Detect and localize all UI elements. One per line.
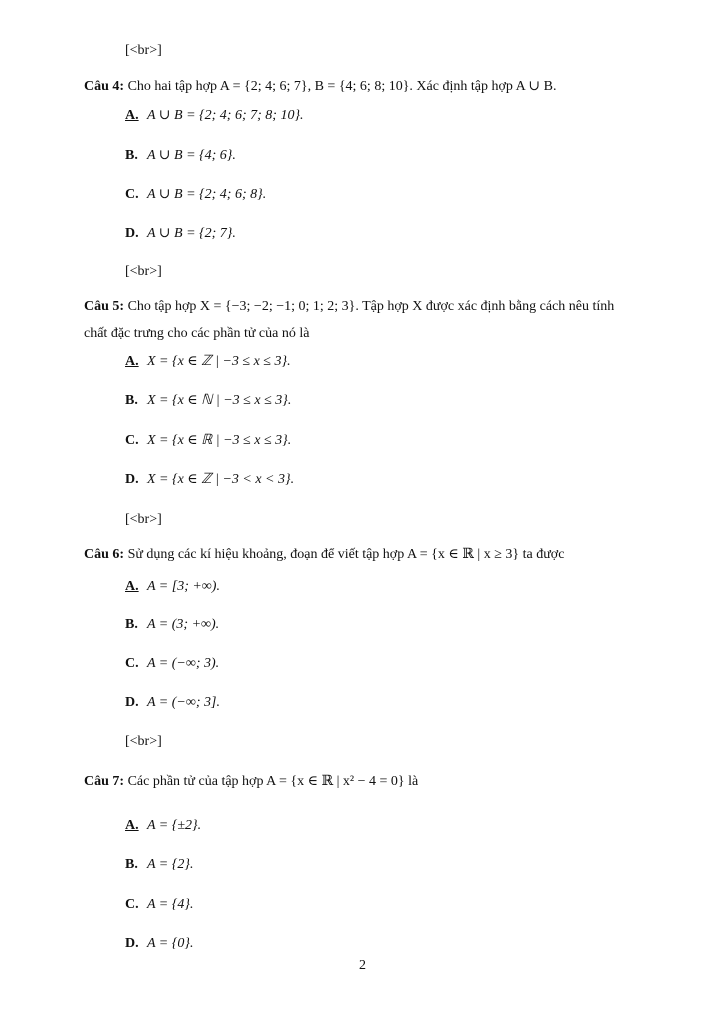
question-text: Sử dụng các kí hiệu khoảng, đoạn để viết tập hợp A = {x ∈ ℝ | x ≥ 3} ta được [124, 547, 565, 562]
option-text: A = {±2}. [147, 818, 202, 833]
question-text: Cho hai tập hợp A = {2; 4; 6; 7}, B = {4; 6; 8; 10}. Xác định tập hợp A ∪ B. [124, 79, 557, 94]
option-letter: D. [125, 936, 139, 951]
question-7-option-a [125, 817, 201, 835]
option-text: A = {2}. [147, 857, 194, 872]
question-label: Câu 7: [84, 774, 125, 789]
option-text: X = {x ∈ ℝ | −3 ≤ x ≤ 3}. [147, 433, 292, 448]
question-5-option-d [125, 471, 294, 489]
question-7-option-d [125, 935, 193, 953]
option-text: A = (−∞; 3]. [147, 695, 220, 710]
option-text: A = {4}. [147, 897, 194, 912]
question-5-option-b [125, 392, 291, 410]
question-6-option-a [125, 578, 220, 596]
option-text: A ∪ B = {2; 4; 6; 7; 8; 10}. [147, 108, 304, 123]
option-text: A ∪ B = {2; 7}. [147, 226, 236, 241]
option-letter: C. [125, 433, 139, 448]
question-4-stem [84, 78, 557, 96]
option-letter: B. [125, 393, 138, 408]
option-letter: C. [125, 897, 139, 912]
option-text: X = {x ∈ ℤ | −3 ≤ x ≤ 3}. [147, 354, 291, 369]
option-letter: B. [125, 148, 138, 163]
question-text: Các phần tử của tập hợp A = {x ∈ ℝ | x² − 4 = 0} là [124, 774, 419, 789]
option-letter: A. [125, 354, 139, 369]
question-label: Câu 5: [84, 299, 125, 314]
separator: [<br>] [125, 512, 162, 527]
option-text: X = {x ∈ ℕ | −3 ≤ x ≤ 3}. [147, 393, 292, 408]
option-letter: A. [125, 818, 139, 833]
question-5-stem [84, 298, 614, 316]
question-text: Cho tập hợp X = {−3; −2; −1; 0; 1; 2; 3}. Tập hợp X được xác định bằng cách nêu tính [124, 299, 615, 314]
question-4-option-d [125, 225, 236, 243]
option-letter: C. [125, 187, 139, 202]
option-letter: A. [125, 579, 139, 594]
question-4-option-b [125, 147, 236, 165]
option-letter: A. [125, 108, 139, 123]
question-7-stem [84, 773, 418, 791]
option-text: A = (−∞; 3). [147, 656, 220, 671]
question-label: Câu 6: [84, 547, 125, 562]
question-5-option-a [125, 353, 291, 371]
question-7-option-c [125, 896, 193, 914]
option-letter: B. [125, 617, 138, 632]
option-letter: C. [125, 656, 139, 671]
question-6-option-c [125, 655, 219, 673]
question-4-option-a [125, 107, 304, 125]
option-text: A = [3; +∞). [147, 579, 220, 594]
separator: [<br>] [125, 43, 162, 58]
option-letter: D. [125, 226, 139, 241]
question-6-option-d [125, 694, 220, 712]
question-6-stem [84, 546, 564, 564]
question-5-option-c [125, 432, 291, 450]
question-4-option-c [125, 186, 266, 204]
question-label: Câu 4: [84, 79, 125, 94]
option-letter: D. [125, 472, 139, 487]
option-text: A = {0}. [147, 936, 194, 951]
option-text: X = {x ∈ ℤ | −3 < x < 3}. [147, 472, 295, 487]
question-6-option-b [125, 616, 219, 634]
separator: [<br>] [125, 734, 162, 749]
option-text: A ∪ B = {2; 4; 6; 8}. [147, 187, 267, 202]
page-number: 2 [359, 958, 366, 973]
option-text: A ∪ B = {4; 6}. [147, 148, 236, 163]
option-letter: B. [125, 857, 138, 872]
option-letter: D. [125, 695, 139, 710]
separator: [<br>] [125, 264, 162, 279]
question-5-stem-cont: chất đặc trưng cho các phần tử của nó là [84, 326, 310, 341]
question-7-option-b [125, 856, 193, 874]
option-text: A = (3; +∞). [147, 617, 220, 632]
